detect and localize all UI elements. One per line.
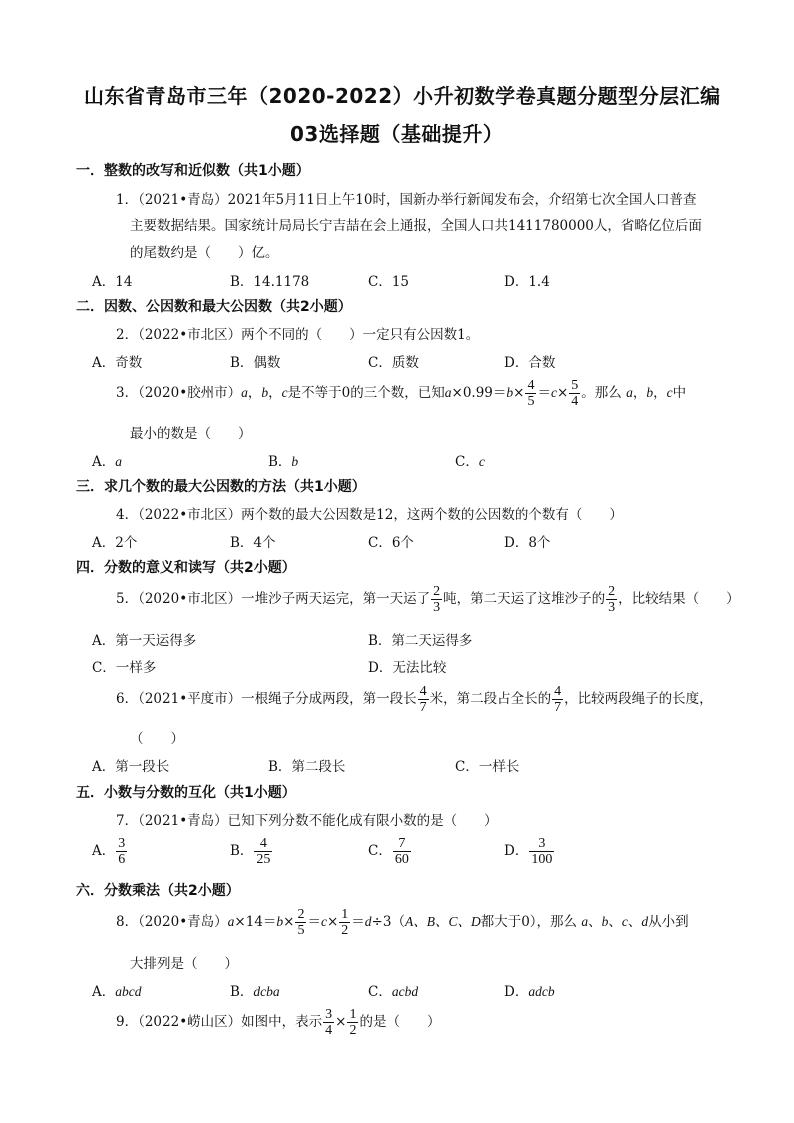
q3-fraction-2-den: 4: [571, 393, 579, 409]
q5-line1: [116, 582, 740, 616]
q6-option-c: C．一样长: [455, 759, 520, 775]
q8-sep-2: 、: [608, 914, 622, 930]
q9-fraction-1-num: 3: [325, 1006, 333, 1022]
q7-option-c-label: C．: [368, 843, 392, 859]
q8-option-c-value: acbd: [391, 984, 419, 999]
section-heading-4: 四．分数的意义和读写（共2小题）: [76, 560, 296, 576]
q3-line1: [116, 376, 686, 410]
q6-fraction-2: [552, 685, 563, 715]
q8-option-c: [368, 980, 418, 1000]
q7-option-a-den: 6: [118, 851, 126, 867]
q1-option-b: B．14.1178: [230, 274, 310, 290]
q3-sep-2: ，: [268, 385, 282, 401]
q8-fraction-1-num: 2: [297, 906, 305, 922]
q4-option-c: C．6个: [368, 535, 414, 551]
q5-part1: 5．（2020•市北区）一堆沙子两天运完，第一天运了: [116, 591, 431, 607]
q4-option-a: A．2个: [92, 535, 138, 551]
q7-option-d-den: 100: [531, 851, 553, 867]
q9-line1: [116, 1005, 440, 1039]
q3-mid: 是不等于0的三个数，已知: [287, 385, 445, 401]
q3-var-c: c: [281, 385, 288, 400]
q8-fraction-2-num: 1: [341, 906, 349, 922]
q8-prefix: 8．（2020•青岛）: [116, 914, 228, 930]
q6-part1: 6．（2021•平度市）一根绳子分成两段，第一段长: [116, 691, 417, 707]
q1-option-c: C．15: [368, 274, 410, 290]
q3-option-b: [268, 450, 298, 470]
q5-option-d: D．无法比较: [368, 660, 447, 676]
q6-part2: 米，第二段占全长的: [429, 691, 552, 707]
q5-option-b: B．第二天运得多: [368, 633, 473, 649]
section-heading-5: 五．小数与分数的互化（共1小题）: [76, 785, 296, 801]
q7-option-a-fraction: [116, 837, 127, 867]
q8-var-d-2: d: [641, 914, 649, 929]
q3-line2: 最小的数是（ ）: [130, 426, 252, 442]
q8-times-2: ×: [326, 914, 339, 930]
q8-var-a: a: [227, 914, 235, 929]
q2-option-d: D．合数: [504, 355, 556, 371]
q7-option-c-fraction: [393, 837, 411, 867]
q3-fraction-2: [569, 379, 580, 409]
q6-line1: [116, 682, 713, 716]
q8-option-b: [230, 980, 280, 1000]
q8-var-c: c: [320, 914, 327, 929]
q5-option-c: C．一样多: [92, 660, 157, 676]
q1-line2: 主要数据结果。国家统计局局长宁吉喆在会上通报，全国人口共1411780000人，省略亿位后面: [130, 218, 702, 234]
q6-option-a: A．第一段长: [92, 759, 170, 775]
q9-fraction-2: [347, 1008, 358, 1038]
q8-tail2: 从小到: [648, 914, 689, 930]
q8-option-b-value: dcba: [253, 984, 280, 999]
q8-var-b: b: [276, 914, 284, 929]
q7-option-d-num: 3: [538, 835, 546, 851]
q7-option-d-label: D．: [504, 843, 529, 859]
q5-fraction-1-den: 3: [433, 599, 441, 615]
q3-sep-3: ，: [632, 385, 647, 401]
q8-var-b-2: b: [601, 914, 609, 929]
q3-eq: ＝: [537, 385, 551, 401]
q3-end: 中: [672, 385, 687, 401]
q8-tail1: 都大于0），那么: [480, 914, 578, 930]
q7-text: 7．（2021•青岛）已知下列分数不能化成有限小数的是（ ）: [116, 813, 498, 829]
q3-var-b-3: b: [646, 385, 654, 400]
q3-var-b-2: b: [506, 385, 514, 400]
q7-option-b-den: 25: [256, 851, 271, 867]
q7-option-b-num: 4: [259, 835, 267, 851]
q3-var-a: a: [241, 385, 248, 400]
q6-fraction-1-den: 7: [419, 699, 427, 715]
q7-option-c: [368, 834, 412, 868]
q3-sep-4: ，: [653, 385, 667, 401]
page-title-line2: 03选择题（基础提升）: [290, 122, 504, 146]
q7-option-b-label: B．: [230, 843, 254, 859]
q7-option-a-label: A．: [92, 843, 116, 859]
section-heading-1: 一．整数的改写和近似数（共1小题）: [76, 163, 310, 179]
q3-var-a-2: a: [444, 385, 452, 400]
q2-text: 2．（2022•市北区）两个不同的（ ）一定只有公因数1。: [116, 327, 480, 343]
section-heading-6: 六．分数乘法（共2小题）: [76, 883, 240, 899]
q1-line1: 1．（2021•青岛）2021年5月11日上午10时，国新办举行新闻发布会，介绍第七次全国人口普查: [116, 192, 697, 208]
q6-fraction-1: [418, 685, 429, 715]
q3-option-a: [92, 450, 122, 470]
q3-var-c-3: c: [666, 385, 673, 400]
q8-line2: 大排列是（ ）: [130, 956, 238, 972]
q6-line2: （ ）: [130, 731, 184, 747]
q7-option-a-num: 3: [118, 835, 126, 851]
q2-option-b: B．偶数: [230, 355, 281, 371]
q8-sep-3: 、: [627, 914, 642, 930]
q1-line3: 的尾数约是（ ）亿。: [130, 245, 279, 261]
q7-option-c-num: 7: [398, 835, 406, 851]
q9-times: ×: [335, 1014, 347, 1030]
q3-fraction-1: [525, 379, 536, 409]
q8-fraction-2: [339, 908, 350, 938]
q3-option-c: [455, 450, 485, 470]
q5-fraction-1-num: 2: [433, 583, 441, 599]
q8-option-d-label: D．: [504, 984, 529, 1000]
q8-times14: ×14＝: [234, 914, 277, 930]
q8-line1: [116, 905, 689, 939]
q8-fraction-1-den: 5: [297, 922, 305, 938]
q1-option-a: A．14: [92, 274, 133, 290]
q6-fraction-2-den: 7: [554, 699, 562, 715]
q9-part1: 9．（2022•崂山区）如图中，表示: [116, 1014, 323, 1030]
q8-option-d: [504, 980, 555, 1000]
q3-prefix: 3．（2020•胶州市）: [116, 385, 242, 401]
q8-option-d-value: adcb: [528, 984, 555, 999]
q3-fraction-1-num: 4: [527, 377, 535, 393]
q2-option-c: C．质数: [368, 355, 419, 371]
q4-text: 4．（2022•市北区）两个数的最大公因数是12，这两个数的公因数的个数有（ ）: [116, 507, 623, 523]
q3-option-c-var: c: [478, 454, 485, 469]
q8-option-b-label: B．: [230, 984, 254, 1000]
q3-var-a-3: a: [626, 385, 633, 400]
q3-option-b-var: b: [291, 454, 299, 469]
q8-option-c-label: C．: [368, 984, 392, 1000]
q6-option-b: B．第二段长: [268, 759, 346, 775]
q9-fraction-1-den: 4: [325, 1022, 333, 1038]
q7-option-a: [92, 834, 128, 868]
q8-fraction-2-den: 2: [341, 922, 349, 938]
q3-times-2: ×: [556, 385, 569, 401]
q3-option-b-label: B．: [268, 454, 292, 470]
q8-caps: A、B、C、D: [404, 914, 481, 929]
q7-option-b: [230, 834, 273, 868]
q8-eq-1: ＝: [307, 914, 321, 930]
q9-part2: 的是（ ）: [359, 1014, 441, 1030]
page-title-line1: 山东省青岛市三年（2020-2022）小升初数学卷真题分题型分层汇编: [84, 84, 721, 108]
q8-eq-2: ＝: [351, 914, 365, 930]
q5-part3: ，比较结果（ ）: [618, 591, 740, 607]
q8-option-a-label: A．: [92, 984, 116, 1000]
q8-option-a: [92, 980, 142, 1000]
q6-fraction-2-num: 4: [554, 683, 562, 699]
q5-part2: 吨，第二天运了这堆沙子的: [443, 591, 606, 607]
q1-option-d: D．1.4: [504, 274, 550, 290]
q8-fraction-1: [295, 908, 306, 938]
q3-sep-1: ，: [247, 385, 262, 401]
q3-times099: ×0.99＝: [451, 385, 507, 401]
section-heading-3: 三．求几个数的最大公因数的方法（共1小题）: [76, 479, 366, 495]
q9-fraction-2-den: 2: [349, 1022, 357, 1038]
q6-part3: ，比较两段绳子的长度，: [564, 691, 713, 707]
q3-tail: 。那么: [581, 385, 622, 401]
q8-times-1: ×: [283, 914, 295, 930]
q3-var-b: b: [261, 385, 269, 400]
q3-var-c-2: c: [550, 385, 557, 400]
q8-var-c-2: c: [621, 914, 628, 929]
q8-var-d: d: [364, 914, 372, 929]
q7-option-d-fraction: [529, 837, 554, 867]
q8-option-a-value: abcd: [115, 984, 142, 999]
q3-option-c-label: C．: [455, 454, 479, 470]
q5-fraction-2-num: 2: [608, 583, 616, 599]
q3-fraction-1-den: 5: [527, 393, 535, 409]
q8-div: ÷3（: [371, 914, 405, 930]
q4-option-b: B．4个: [230, 535, 276, 551]
q5-fraction-1: [431, 585, 442, 615]
q7-option-d: [504, 834, 555, 868]
q3-fraction-2-num: 5: [571, 377, 579, 393]
q5-fraction-2-den: 3: [608, 599, 616, 615]
q6-fraction-1-num: 4: [419, 683, 427, 699]
q5-option-a: A．第一天运得多: [92, 633, 197, 649]
q5-fraction-2: [606, 585, 617, 615]
q8-sep-1: 、: [588, 914, 602, 930]
q7-option-c-den: 60: [394, 851, 409, 867]
q9-fraction-1: [323, 1008, 334, 1038]
q9-fraction-2-num: 1: [349, 1006, 357, 1022]
q7-option-b-fraction: [254, 837, 272, 867]
q3-option-a-label: A．: [92, 454, 116, 470]
q4-option-d: D．8个: [504, 535, 551, 551]
q2-option-a: A．奇数: [92, 355, 143, 371]
q3-times-1: ×: [513, 385, 525, 401]
q8-var-a-2: a: [581, 914, 589, 929]
section-heading-2: 二．因数、公因数和最大公因数（共2小题）: [76, 299, 352, 315]
q3-option-a-var: a: [115, 454, 122, 469]
